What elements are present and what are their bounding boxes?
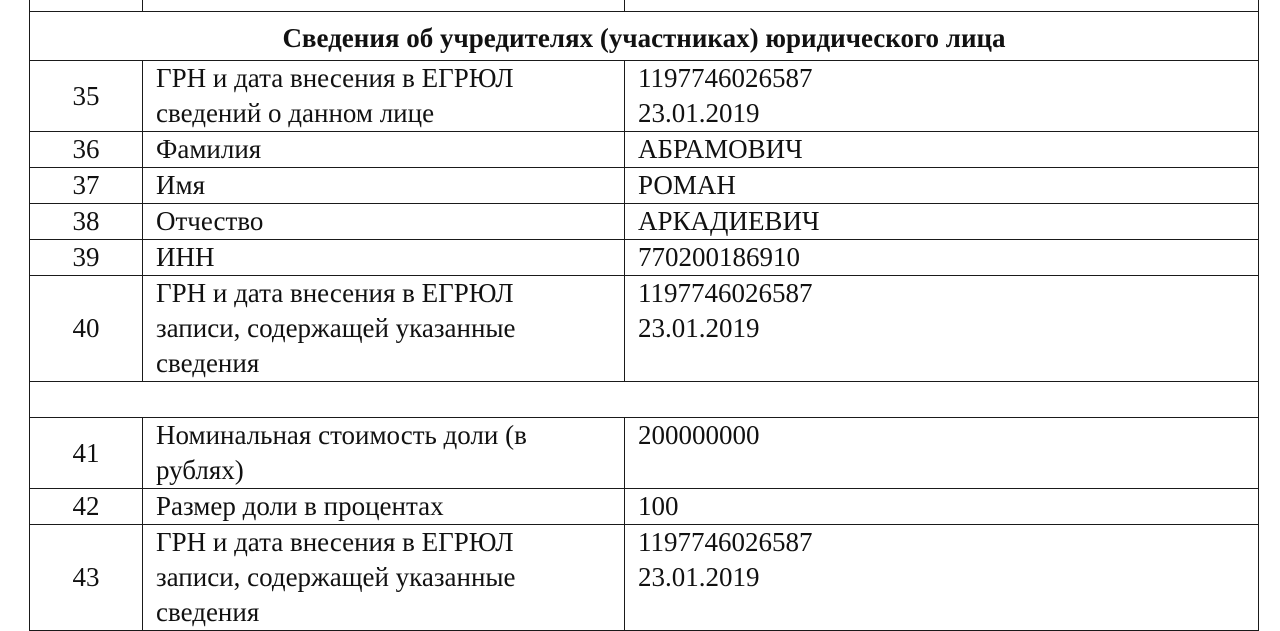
field-label-line: ГРН и дата внесения в ЕГРЮЛ: [156, 527, 514, 557]
field-value: [625, 204, 1259, 240]
table-row: [30, 204, 1259, 240]
field-value-line: 1197746026587: [638, 278, 813, 308]
field-value: [625, 132, 1259, 168]
field-value-line: 23.01.2019: [638, 98, 760, 128]
table-row: [30, 61, 1259, 132]
table-row: [30, 240, 1259, 276]
field-value-line: АБРАМОВИЧ: [638, 134, 803, 164]
field-label-line: записи, содержащей указанные: [156, 562, 516, 592]
field-value: [625, 276, 1259, 382]
field-label-line: сведений о данном лице: [156, 98, 435, 128]
row-number: 35: [30, 61, 143, 132]
field-label: [143, 132, 625, 168]
row-number: 40: [30, 276, 143, 382]
field-value: [625, 168, 1259, 204]
row-number: 38: [30, 204, 143, 240]
field-value-line: 1197746026587: [638, 527, 813, 557]
field-label-line: рублях): [156, 455, 244, 485]
field-value: [625, 61, 1259, 132]
field-label: [143, 61, 625, 132]
field-label: [143, 204, 625, 240]
empty-separator-cell: [30, 382, 1259, 418]
empty-separator-row: [30, 382, 1259, 418]
field-label-line: Размер доли в процентах: [156, 491, 444, 521]
field-label-line: сведения: [156, 597, 260, 627]
field-label: [143, 418, 625, 489]
row-number: 42: [30, 489, 143, 525]
field-label-line: ГРН и дата внесения в ЕГРЮЛ: [156, 278, 514, 308]
previous-row-label-cell: [143, 0, 625, 12]
previous-row-num-cell: [30, 0, 143, 12]
field-value-line: 23.01.2019: [638, 313, 760, 343]
field-value-line: 23.01.2019: [638, 562, 760, 592]
previous-row-value-cell: [625, 0, 1259, 12]
row-number: 43: [30, 525, 143, 631]
table-row: [30, 132, 1259, 168]
row-number: 39: [30, 240, 143, 276]
table-row: [30, 418, 1259, 489]
field-value: [625, 240, 1259, 276]
field-value-line: 1197746026587: [638, 63, 813, 93]
field-label-line: записи, содержащей указанные: [156, 313, 516, 343]
field-label: [143, 489, 625, 525]
field-label: [143, 168, 625, 204]
field-label-line: Номинальная стоимость доли (в: [156, 420, 527, 450]
field-label-line: Фамилия: [156, 134, 262, 164]
founders-table: [29, 0, 1259, 631]
field-label-line: Отчество: [156, 206, 264, 236]
field-value-line: 100: [638, 491, 679, 521]
field-value: [625, 418, 1259, 489]
field-value-line: АРКАДИЕВИЧ: [638, 206, 820, 236]
section-title: Сведения об учредителях (участниках) юридического лица: [30, 12, 1259, 61]
table-row: [30, 168, 1259, 204]
field-value-line: 770200186910: [638, 242, 800, 272]
row-number: 36: [30, 132, 143, 168]
field-label-line: Имя: [156, 170, 206, 200]
field-label: [143, 240, 625, 276]
egrul-extract-sheet: [29, 0, 1258, 631]
row-number: 37: [30, 168, 143, 204]
section-heading-row: [30, 12, 1259, 61]
row-number: 41: [30, 418, 143, 489]
previous-row-clipped: [30, 0, 1259, 12]
table-row: [30, 276, 1259, 382]
field-value-line: РОМАН: [638, 170, 736, 200]
field-label-line: сведения: [156, 348, 260, 378]
field-value: [625, 489, 1259, 525]
field-label: [143, 276, 625, 382]
field-label-line: ИНН: [156, 242, 215, 272]
table-row: [30, 489, 1259, 525]
field-value-line: 200000000: [638, 420, 760, 450]
field-label-line: ГРН и дата внесения в ЕГРЮЛ: [156, 63, 514, 93]
